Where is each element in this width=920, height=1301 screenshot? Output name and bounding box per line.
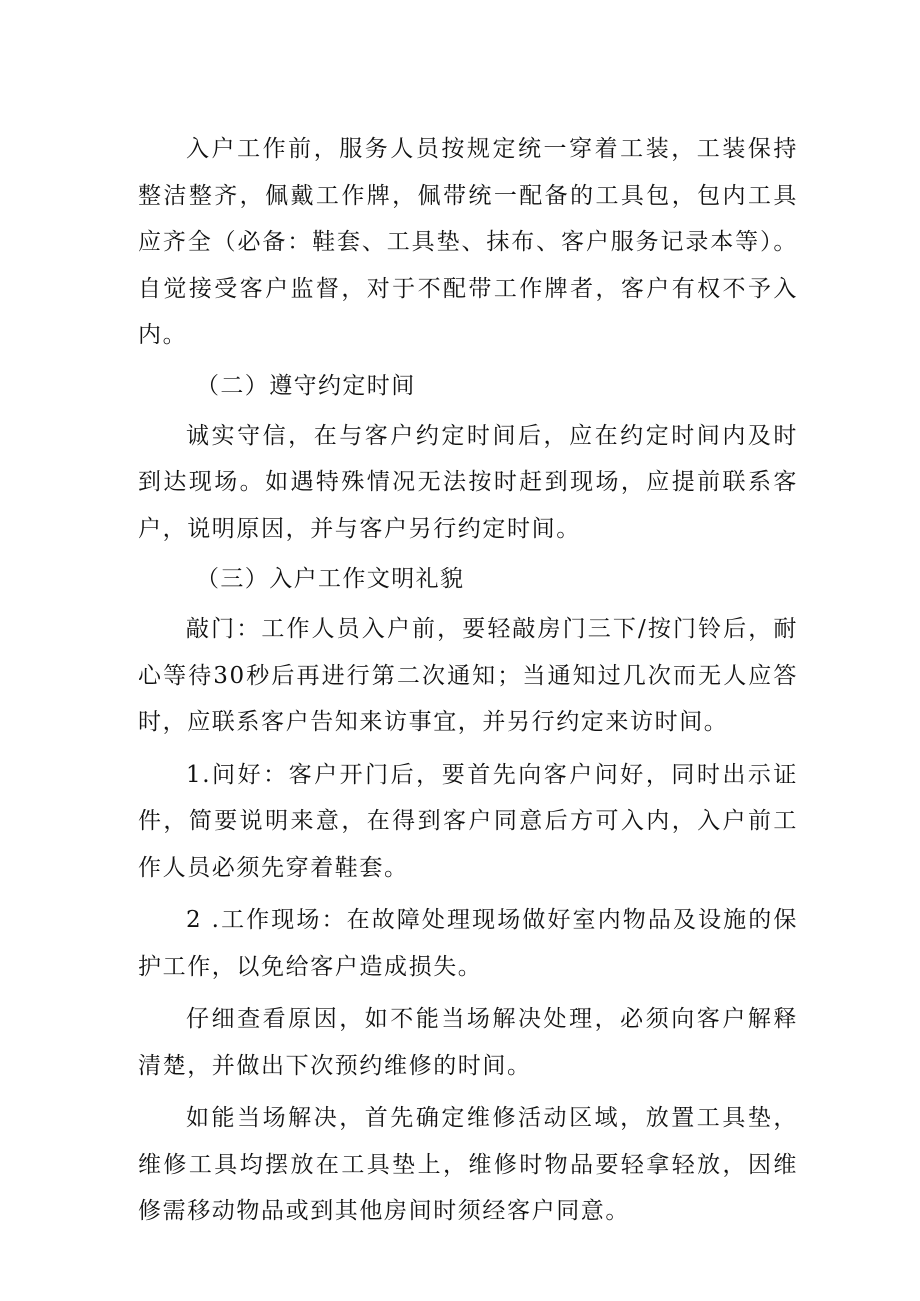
section-heading-appointment-time: （二）遵守约定时间 xyxy=(196,372,416,399)
paragraph-greeting: 1.问好：客户开门后，要首先向客户问好，同时出示证件，简要说明来意，在得到客户同意后方可入内，入户前工作人员必须先穿着鞋套。 xyxy=(138,761,798,881)
paragraph-repair: 如能当场解决，首先确定维修活动区域，放置工具垫，维修工具均摆放在工具垫上，维修时物品要轻拿轻放，因维修需移动物品或到其他房间时须经客户同意。 xyxy=(138,1105,798,1224)
paragraph-work-site: 2 .工作现场：在故障处理现场做好室内物品及设施的保护工作，以免给客户造成损失。 xyxy=(138,907,798,980)
paragraph-inspection: 仔细查看原因，如不能当场解决处理，必须向客户解释清楚，并做出下次预约维修的时间。 xyxy=(138,1006,798,1079)
paragraph-attire: 入户工作前，服务人员按规定统一穿着工装，工装保持整洁整齐，佩戴工作牌，佩带统一配备的工具包，包内工具应齐全（必备：鞋套、工具垫、抹布、客户服务记录本等）。自觉接受客户监督，对于不配带工作牌者，客户有权不予入内。 xyxy=(138,136,798,348)
document-page xyxy=(138,126,798,1235)
paragraph-appointment: 诚实守信，在与客户约定时间后，应在约定时间内及时到达现场。如遇特殊情况无法按时赶到现场，应提前联系客户，说明原因，并与客户另行约定时间。 xyxy=(138,422,798,542)
section-heading-courtesy: （三）入户工作文明礼貌 xyxy=(196,566,465,592)
paragraph-knocking: 敲门：工作人员入户前，要轻敲房门三下/按门铃后，耐心等待30秒后再进行第二次通知；当通知过几次而无人应答时，应联系客户告知来访事宜，并另行约定来访时间。 xyxy=(138,616,798,735)
